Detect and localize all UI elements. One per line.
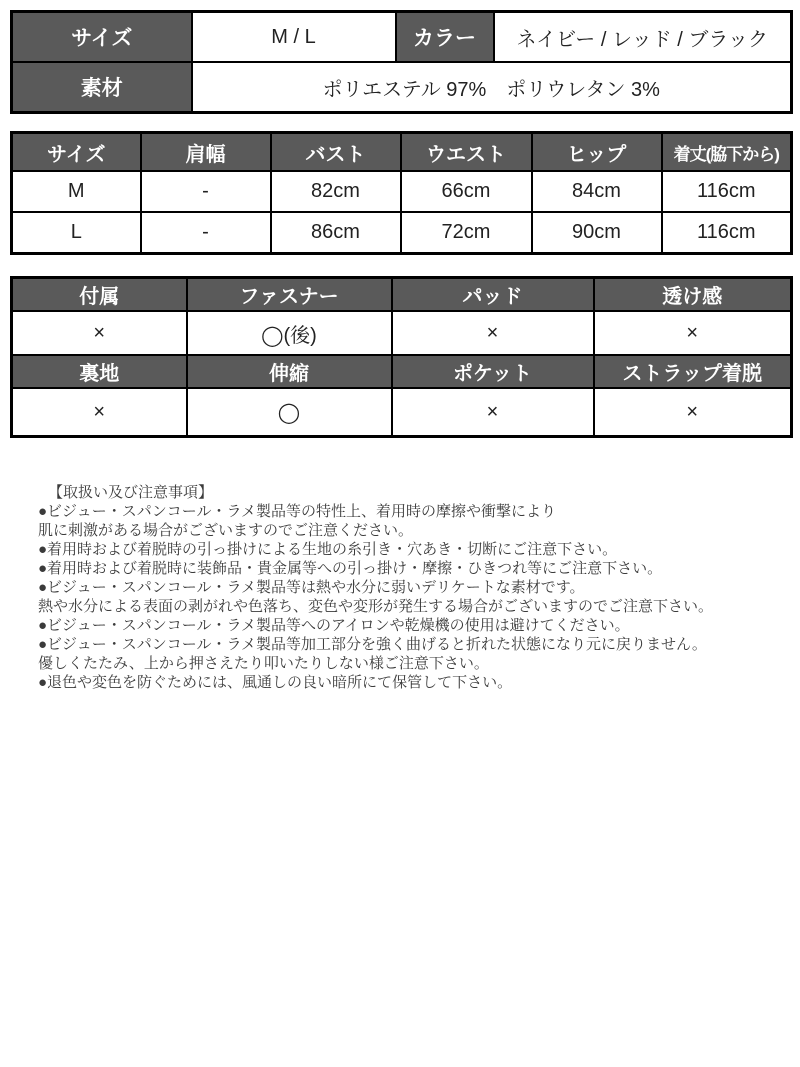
cell-size: M	[12, 171, 141, 212]
care-note-line: 肌に刺激がある場合がございますのでご注意ください。	[38, 522, 414, 539]
value-stretch: ◯	[187, 388, 392, 437]
material-label-cell: 素材	[12, 62, 192, 113]
care-note-line: ●退色や変色を防ぐためには、風通しの良い暗所にて保管して下さい。	[38, 674, 513, 691]
features-value-row-2	[12, 388, 792, 437]
cell-waist: 66cm	[401, 171, 532, 212]
care-note-line: ●ビジュー・スパンコール・ラメ製品等の特性上、着用時の摩擦や衝撃により	[38, 503, 557, 520]
material-value-cell: ポリエステル 97% ポリウレタン 3%	[192, 62, 792, 113]
column-header-size: サイズ	[12, 133, 141, 172]
care-note-line: 優しくたたみ、上から押さえたり叩いたりしない様ご注意下さい。	[38, 655, 489, 672]
header-pocket: ポケット	[392, 355, 594, 388]
value-lining: ×	[12, 388, 187, 437]
size-chart-header-row	[12, 133, 792, 172]
size-chart-row-m	[12, 171, 792, 212]
value-accessory: ×	[12, 311, 187, 355]
cell-shoulder: -	[141, 171, 271, 212]
header-pad: パッド	[392, 278, 594, 312]
value-pad: ×	[392, 311, 594, 355]
cell-bust: 86cm	[271, 212, 401, 254]
cell-bust: 82cm	[271, 171, 401, 212]
care-note-line: ●ビジュー・スパンコール・ラメ製品等は熱や水分に弱いデリケートな素材です。	[38, 579, 585, 596]
cell-hip: 90cm	[532, 212, 662, 254]
cell-length: 116cm	[662, 212, 792, 254]
care-note-line: ●ビジュー・スパンコール・ラメ製品等加工部分を強く曲げると折れた状態になり元に戻りません。	[38, 636, 707, 653]
size-label-cell: サイズ	[12, 12, 192, 63]
column-header-waist: ウエスト	[401, 133, 532, 172]
info-row-size-color	[12, 12, 792, 63]
column-header-shoulder: 肩幅	[141, 133, 271, 172]
header-fastener: ファスナー	[187, 278, 392, 312]
size-chart-table	[10, 131, 793, 255]
care-note-line: ●ビジュー・スパンコール・ラメ製品等へのアイロンや乾燥機の使用は避けてください。	[38, 617, 630, 634]
value-strap: ×	[594, 388, 792, 437]
care-note-line: ●着用時および着脱時に装飾品・貴金属等への引っ掛け・摩擦・ひきつれ等にご注意下さい。	[38, 560, 663, 577]
value-pocket: ×	[392, 388, 594, 437]
care-notes	[10, 483, 790, 692]
column-header-bust: バスト	[271, 133, 401, 172]
features-table	[10, 276, 793, 438]
care-note-line: 熱や水分による表面の剥がれや色落ち、変色や変形が発生する場合がございますのでご注意下さい。	[38, 598, 714, 615]
cell-length: 116cm	[662, 171, 792, 212]
product-info-table	[10, 10, 793, 114]
color-label-cell: カラー	[396, 12, 494, 63]
features-header-row-2	[12, 355, 792, 388]
features-value-row-1	[12, 311, 792, 355]
header-stretch: 伸縮	[187, 355, 392, 388]
header-sheerness: 透け感	[594, 278, 792, 312]
cell-waist: 72cm	[401, 212, 532, 254]
features-header-row-1	[12, 278, 792, 312]
cell-size: L	[12, 212, 141, 254]
size-value-cell: M / L	[192, 12, 396, 63]
value-fastener: ◯(後)	[187, 311, 392, 355]
cell-shoulder: -	[141, 212, 271, 254]
column-header-length: 着丈(脇下から)	[662, 133, 792, 172]
care-notes-title: 【取扱い及び注意事項】	[48, 484, 214, 501]
color-value-cell: ネイビー / レッド / ブラック	[494, 12, 792, 63]
info-row-material	[12, 62, 792, 113]
header-accessory: 付属	[12, 278, 187, 312]
cell-hip: 84cm	[532, 171, 662, 212]
value-sheerness: ×	[594, 311, 792, 355]
header-strap: ストラップ着脱	[594, 355, 792, 388]
care-note-line: ●着用時および着脱時の引っ掛けによる生地の糸引き・穴あき・切断にご注意下さい。	[38, 541, 618, 558]
header-lining: 裏地	[12, 355, 187, 388]
column-header-hip: ヒップ	[532, 133, 662, 172]
size-chart-row-l	[12, 212, 792, 254]
